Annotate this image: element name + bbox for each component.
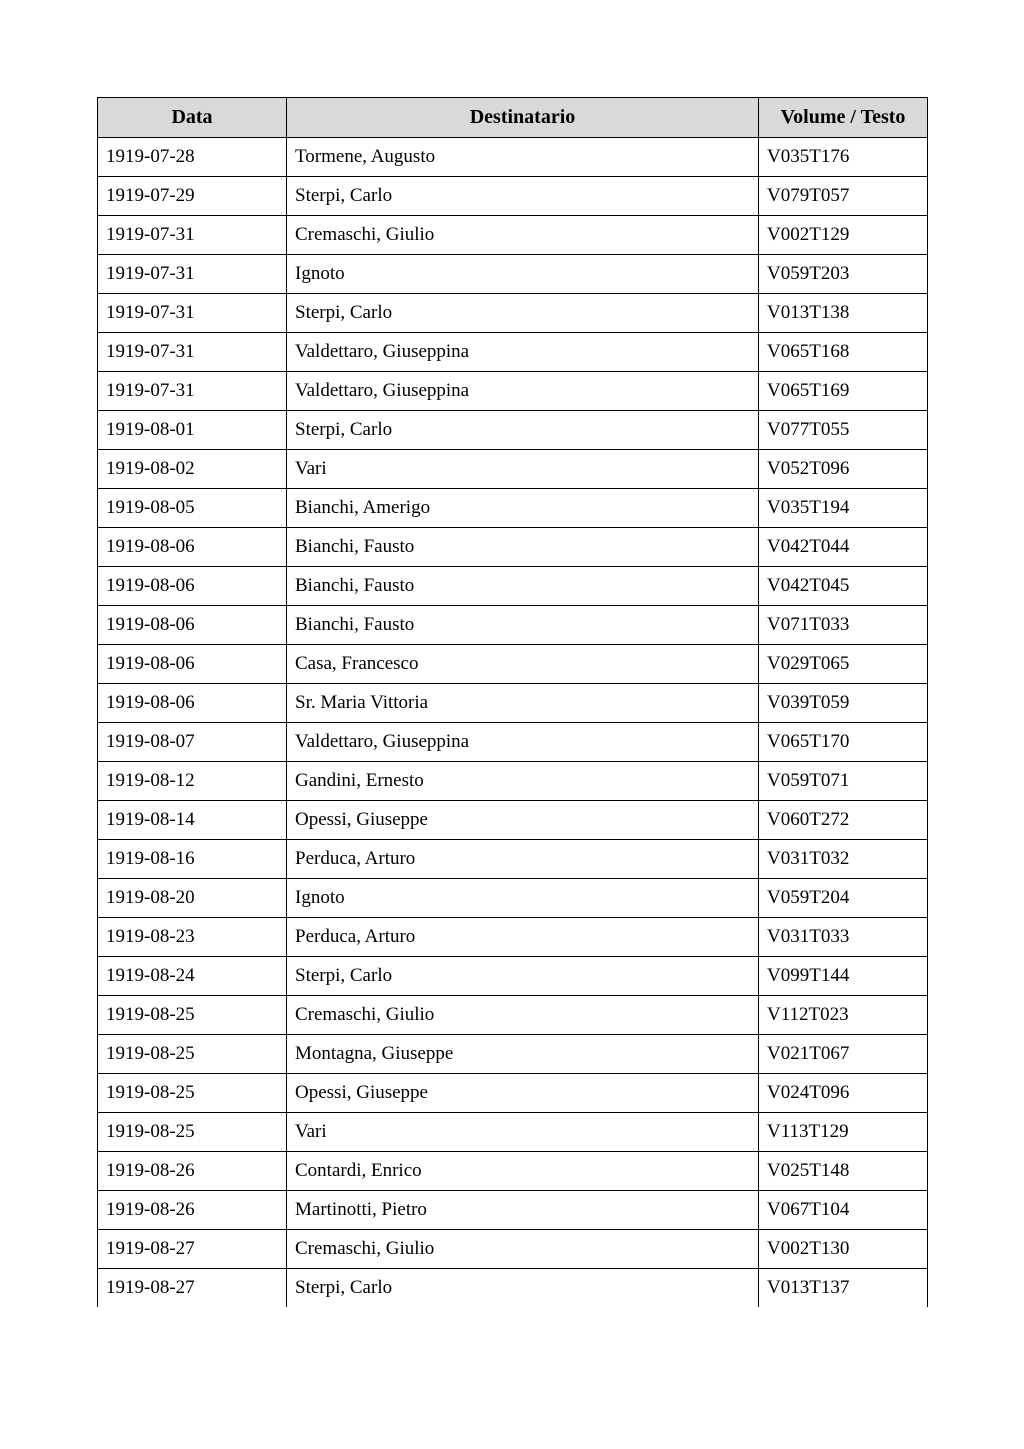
cell-volume: V052T096 (759, 450, 928, 489)
cell-recipient: Sr. Maria Vittoria (287, 684, 759, 723)
cell-recipient: Ignoto (287, 255, 759, 294)
table-row (98, 1191, 928, 1230)
table-row (98, 918, 928, 957)
table-body (98, 138, 928, 1308)
table-row (98, 996, 928, 1035)
cell-volume: V039T059 (759, 684, 928, 723)
cell-date: 1919-08-02 (98, 450, 287, 489)
cell-date: 1919-08-24 (98, 957, 287, 996)
cell-recipient: Ignoto (287, 879, 759, 918)
cell-volume: V002T130 (759, 1230, 928, 1269)
cell-volume: V060T272 (759, 801, 928, 840)
cell-volume: V113T129 (759, 1113, 928, 1152)
header-row (98, 98, 928, 138)
cell-recipient: Perduca, Arturo (287, 918, 759, 957)
cell-recipient: Bianchi, Fausto (287, 528, 759, 567)
cell-date: 1919-08-16 (98, 840, 287, 879)
cell-volume: V042T045 (759, 567, 928, 606)
cell-volume: V035T176 (759, 138, 928, 177)
cell-date: 1919-08-14 (98, 801, 287, 840)
table-row (98, 450, 928, 489)
cell-recipient: Bianchi, Amerigo (287, 489, 759, 528)
cell-volume: V067T104 (759, 1191, 928, 1230)
cell-date: 1919-07-28 (98, 138, 287, 177)
table-header (98, 98, 928, 138)
cell-date: 1919-08-06 (98, 528, 287, 567)
table-row (98, 567, 928, 606)
table-row (98, 606, 928, 645)
cell-date: 1919-08-25 (98, 996, 287, 1035)
table-row (98, 177, 928, 216)
cell-recipient: Cremaschi, Giulio (287, 996, 759, 1035)
cell-date: 1919-08-26 (98, 1191, 287, 1230)
cell-volume: V059T204 (759, 879, 928, 918)
table-row (98, 684, 928, 723)
cell-recipient: Casa, Francesco (287, 645, 759, 684)
table-row (98, 138, 928, 177)
cell-date: 1919-07-31 (98, 294, 287, 333)
table-row (98, 411, 928, 450)
cell-recipient: Opessi, Giuseppe (287, 801, 759, 840)
cell-volume: V002T129 (759, 216, 928, 255)
cell-volume: V059T071 (759, 762, 928, 801)
cell-recipient: Sterpi, Carlo (287, 411, 759, 450)
cell-recipient: Valdettaro, Giuseppina (287, 333, 759, 372)
table-row (98, 957, 928, 996)
cell-recipient: Vari (287, 450, 759, 489)
cell-volume: V077T055 (759, 411, 928, 450)
cell-date: 1919-07-29 (98, 177, 287, 216)
cell-recipient: Vari (287, 1113, 759, 1152)
cell-volume: V065T169 (759, 372, 928, 411)
cell-date: 1919-08-27 (98, 1230, 287, 1269)
cell-date: 1919-08-06 (98, 606, 287, 645)
cell-date: 1919-08-06 (98, 684, 287, 723)
cell-volume: V013T137 (759, 1269, 928, 1308)
cell-date: 1919-08-26 (98, 1152, 287, 1191)
cell-recipient: Bianchi, Fausto (287, 567, 759, 606)
cell-date: 1919-08-06 (98, 567, 287, 606)
cell-recipient: Sterpi, Carlo (287, 957, 759, 996)
cell-recipient: Opessi, Giuseppe (287, 1074, 759, 1113)
table-row (98, 1230, 928, 1269)
cell-volume: V024T096 (759, 1074, 928, 1113)
cell-volume: V021T067 (759, 1035, 928, 1074)
header-date: Data (98, 98, 287, 138)
header-volume: Volume / Testo (759, 98, 928, 138)
cell-volume: V065T168 (759, 333, 928, 372)
cell-volume: V042T044 (759, 528, 928, 567)
cell-volume: V029T065 (759, 645, 928, 684)
cell-recipient: Sterpi, Carlo (287, 177, 759, 216)
cell-date: 1919-07-31 (98, 372, 287, 411)
cell-volume: V025T148 (759, 1152, 928, 1191)
table-row (98, 489, 928, 528)
table-row (98, 255, 928, 294)
table-row (98, 216, 928, 255)
cell-recipient: Sterpi, Carlo (287, 294, 759, 333)
cell-volume: V079T057 (759, 177, 928, 216)
cell-date: 1919-07-31 (98, 333, 287, 372)
cell-volume: V031T033 (759, 918, 928, 957)
cell-date: 1919-08-05 (98, 489, 287, 528)
cell-date: 1919-08-25 (98, 1113, 287, 1152)
cell-recipient: Contardi, Enrico (287, 1152, 759, 1191)
cell-recipient: Perduca, Arturo (287, 840, 759, 879)
cell-recipient: Valdettaro, Giuseppina (287, 723, 759, 762)
cell-recipient: Gandini, Ernesto (287, 762, 759, 801)
header-recipient: Destinatario (287, 98, 759, 138)
table-row (98, 1035, 928, 1074)
cell-recipient: Martinotti, Pietro (287, 1191, 759, 1230)
cell-date: 1919-08-27 (98, 1269, 287, 1308)
table-row (98, 1269, 928, 1308)
cell-volume: V035T194 (759, 489, 928, 528)
cell-recipient: Tormene, Augusto (287, 138, 759, 177)
cell-volume: V099T144 (759, 957, 928, 996)
table-row (98, 294, 928, 333)
cell-recipient: Cremaschi, Giulio (287, 1230, 759, 1269)
table-row (98, 723, 928, 762)
table-row (98, 1152, 928, 1191)
cell-date: 1919-08-25 (98, 1074, 287, 1113)
cell-recipient: Bianchi, Fausto (287, 606, 759, 645)
cell-date: 1919-08-01 (98, 411, 287, 450)
cell-recipient: Cremaschi, Giulio (287, 216, 759, 255)
table-row (98, 840, 928, 879)
cell-recipient: Sterpi, Carlo (287, 1269, 759, 1308)
cell-date: 1919-08-12 (98, 762, 287, 801)
table-row (98, 1113, 928, 1152)
table-row (98, 645, 928, 684)
cell-volume: V013T138 (759, 294, 928, 333)
cell-recipient: Valdettaro, Giuseppina (287, 372, 759, 411)
cell-date: 1919-07-31 (98, 255, 287, 294)
cell-date: 1919-08-25 (98, 1035, 287, 1074)
cell-date: 1919-08-06 (98, 645, 287, 684)
cell-volume: V112T023 (759, 996, 928, 1035)
table-row (98, 333, 928, 372)
table-row (98, 801, 928, 840)
cell-date: 1919-07-31 (98, 216, 287, 255)
cell-volume: V059T203 (759, 255, 928, 294)
cell-date: 1919-08-20 (98, 879, 287, 918)
table-row (98, 528, 928, 567)
cell-volume: V031T032 (759, 840, 928, 879)
cell-date: 1919-08-07 (98, 723, 287, 762)
cell-date: 1919-08-23 (98, 918, 287, 957)
table-row (98, 372, 928, 411)
cell-volume: V065T170 (759, 723, 928, 762)
cell-volume: V071T033 (759, 606, 928, 645)
table-row (98, 1074, 928, 1113)
table-row (98, 762, 928, 801)
letters-table (97, 97, 928, 1307)
cell-recipient: Montagna, Giuseppe (287, 1035, 759, 1074)
table-row (98, 879, 928, 918)
